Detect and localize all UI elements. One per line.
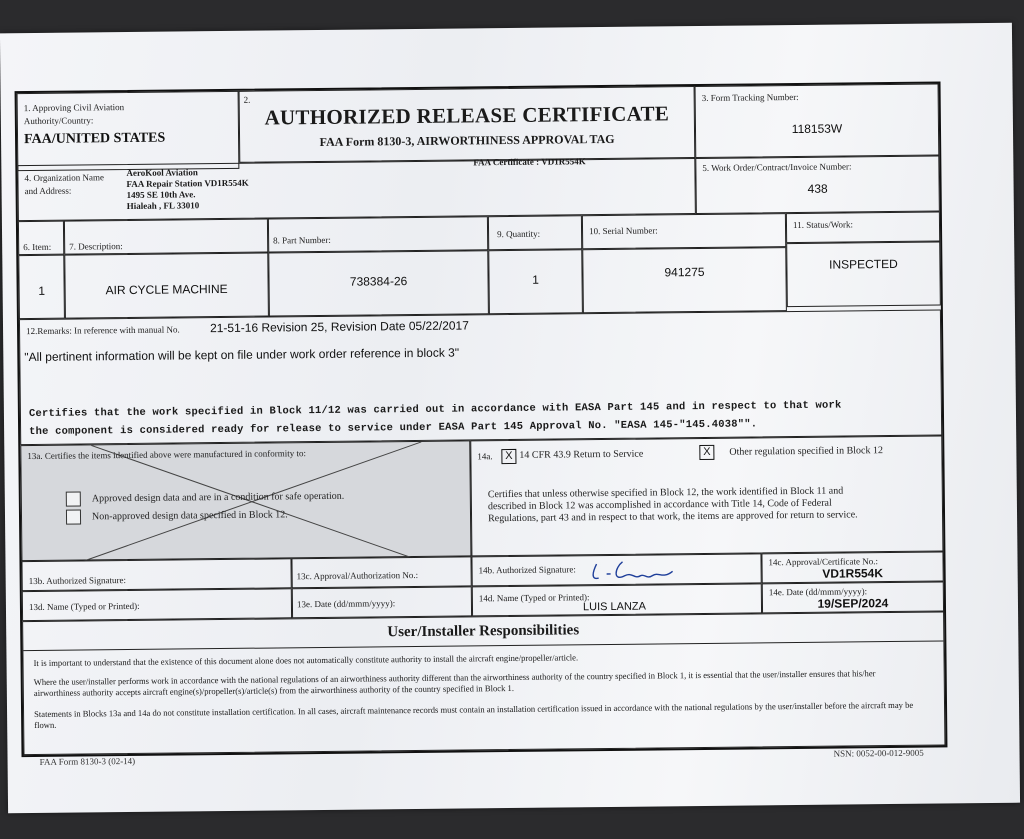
header-status-label: 11. Status/Work:	[792, 219, 853, 231]
form-subtitle: FAA Form 8130-3, AIRWORTHINESS APPROVAL TAG	[319, 131, 615, 149]
authorized-signature	[588, 557, 678, 586]
nsn-footer: NSN: 0052-00-012-9005	[833, 747, 924, 759]
block-3-label: 3. Form Tracking Number:	[701, 91, 799, 103]
block-4-cell	[17, 158, 696, 221]
non-approved-design-label: Non-approved design data specified in Block 12.	[91, 509, 288, 523]
block-13e-label: 13e. Date (dd/mmm/yyyy):	[296, 598, 396, 610]
row-part-number: 738384-26	[349, 274, 408, 289]
approved-design-label: Approved design data and are in a condition for safe operation.	[91, 490, 345, 505]
block-14b-label: 14b. Authorized Signature:	[478, 564, 576, 576]
return-to-service-checkbox[interactable]: X	[501, 449, 516, 464]
block-14c-label: 14c. Approval/Certificate No.:	[768, 556, 879, 568]
row-quantity-cell	[488, 249, 583, 314]
header-serial-label: 10. Serial Number:	[588, 225, 658, 237]
block-13c-label: 13c. Approval/Authorization No.:	[296, 569, 419, 582]
non-approved-design-checkbox[interactable]	[66, 509, 81, 524]
header-item-label: 6. Item:	[23, 241, 52, 253]
responsibilities-paragraph-3: Statements in Blocks 13a and 14a do not constitute installation certification. In all cases, aircraft maintenance records must contain an installation certification issued in accordance with the national regulations by the user/installer before the aircraft may be flown.	[34, 699, 914, 730]
header-part-label: 8. Part Number:	[273, 234, 331, 246]
block-12-cell	[19, 309, 942, 445]
remarks-manual: 21-51-16 Revision 25, Revision Date 05/22/2017	[209, 318, 469, 336]
printed-name: LUIS LANZA	[582, 600, 647, 614]
block-13b-cell	[21, 558, 291, 591]
responsibilities-paragraph-1: It is important to understand that the existence of this document alone does not automatically constitute authority to install the aircraft engine/propeller/article.	[33, 652, 579, 669]
block-14a-cell	[470, 435, 943, 556]
release-date: 19/SEP/2024	[817, 596, 889, 611]
row-description-cell	[64, 253, 269, 319]
block-5-cell	[695, 155, 940, 214]
block-3-cell	[695, 83, 940, 158]
header-description	[64, 219, 268, 255]
org-line-street: 1495 SE 10th Ave.	[126, 189, 196, 201]
block-13a-cell	[20, 440, 471, 561]
remarks-label: 12.Remarks: In reference with manual No.	[26, 324, 180, 337]
form-8130-3	[15, 81, 948, 757]
organization-address	[126, 167, 249, 212]
form-tracking-number: 118153W	[791, 121, 843, 137]
row-part-cell	[268, 250, 489, 316]
approval-certificate-number: VD1R554K	[822, 566, 884, 581]
responsibilities-paragraph-2: Where the user/installer performs work in accordance with the national regulations of an airworthiness authority different than the airworthiness authority of the country specified in Block 1, it is essential that the user/installer ensures that his/her airworthiness authority accepts aircraft engine(s)/propeller(s)/article(s) from the airworthiness authority of the country specified in Block 1.	[33, 668, 876, 699]
row-item: 1	[38, 283, 46, 298]
block-14a-text: Certifies that unless otherwise specified in Block 12, the work identified in Block 11 and described in Block 12 was accomplished in accordance with Title 14, Code of Federal Regulations, part 43 and in respect to that work, the items are approved for return to service.	[487, 485, 858, 525]
block-1-label: 1. Approving Civil Aviation Authority/Country:	[23, 102, 125, 127]
return-to-service-label: 14 CFR 43.9 Return to Service	[519, 448, 644, 461]
org-line-name: AeroKool Aviation	[126, 167, 198, 179]
block-2-cell	[239, 86, 696, 163]
remarks-line-2: "All pertinent information will be kept on file under work order reference in block 3"	[24, 345, 460, 365]
row-description: AIR CYCLE MACHINE	[105, 281, 228, 298]
block-14d-cell	[472, 583, 762, 616]
header-quantity-label: 9. Quantity:	[497, 228, 541, 240]
row-quantity: 1	[532, 272, 539, 287]
block-1-value: FAA/UNITED STATES	[23, 130, 166, 148]
block-13e-cell	[292, 586, 472, 618]
org-line-station: FAA Repair Station VD1R554K	[126, 177, 249, 190]
header-description-label: 7. Description:	[69, 241, 123, 252]
block-14e-cell	[762, 581, 944, 613]
block-14b-cell	[471, 553, 761, 586]
row-status-cell	[786, 241, 941, 307]
approved-design-checkbox[interactable]	[66, 491, 81, 506]
work-order-number: 438	[807, 181, 828, 196]
responsibilities-text	[33, 649, 924, 731]
row-serial-cell	[582, 247, 787, 313]
responsibilities-section	[22, 611, 945, 755]
form-title: AUTHORIZED RELEASE CERTIFICATE	[264, 101, 670, 130]
remarks-cert-line-2: the component is considered ready for release to service under EASA Part 145 Approval No. "EASA 145-"145.4038"".	[29, 418, 758, 439]
block-4-label: 4. Organization Name and Address:	[24, 172, 105, 197]
remarks-cert-line-1: Certifies that the work specified in Block 11/12 was carried out in accordance with EASA Part 145 and in respect to that work	[28, 399, 842, 421]
block-14d-label: 14d. Name (Typed or Printed):	[478, 592, 590, 604]
block-2-number: 2.	[243, 94, 251, 105]
header-serial	[582, 213, 786, 249]
block-13d-cell	[22, 588, 292, 621]
block-13d-label: 13d. Name (Typed or Printed):	[28, 600, 140, 613]
block-13a-label: 13a. Certifies the items identified above were manufactured in conformity to:	[27, 448, 307, 462]
form-number-footer: FAA Form 8130-3 (02-14)	[39, 755, 136, 767]
certificate-paper	[0, 23, 1020, 814]
row-item-cell	[18, 255, 65, 319]
block-13c-cell	[291, 556, 471, 588]
block-14a-label: 14a.	[477, 451, 493, 462]
org-line-city: Hialeah , FL 33010	[126, 200, 200, 212]
block-1-cell	[17, 91, 240, 171]
block-14e-label: 14e. Date (dd/mmm/yyyy):	[768, 586, 868, 598]
block-5-label: 5. Work Order/Contract/Invoice Number:	[702, 161, 852, 173]
header-status	[786, 211, 940, 243]
header-item	[18, 221, 64, 255]
block-13b-label: 13b. Authorized Signature:	[28, 575, 126, 587]
header-part	[268, 216, 488, 252]
faa-certificate: FAA Certificate : VD1R554K	[473, 156, 586, 168]
responsibilities-title: User/Installer Responsibilities	[387, 622, 580, 641]
other-regulation-checkbox[interactable]: X	[699, 445, 714, 460]
row-status: INSPECTED	[828, 256, 898, 272]
header-quantity	[488, 215, 582, 250]
other-regulation-label: Other regulation specified in Block 12	[729, 445, 883, 458]
block-14c-cell	[761, 551, 943, 583]
row-serial-number: 941275	[664, 264, 705, 280]
